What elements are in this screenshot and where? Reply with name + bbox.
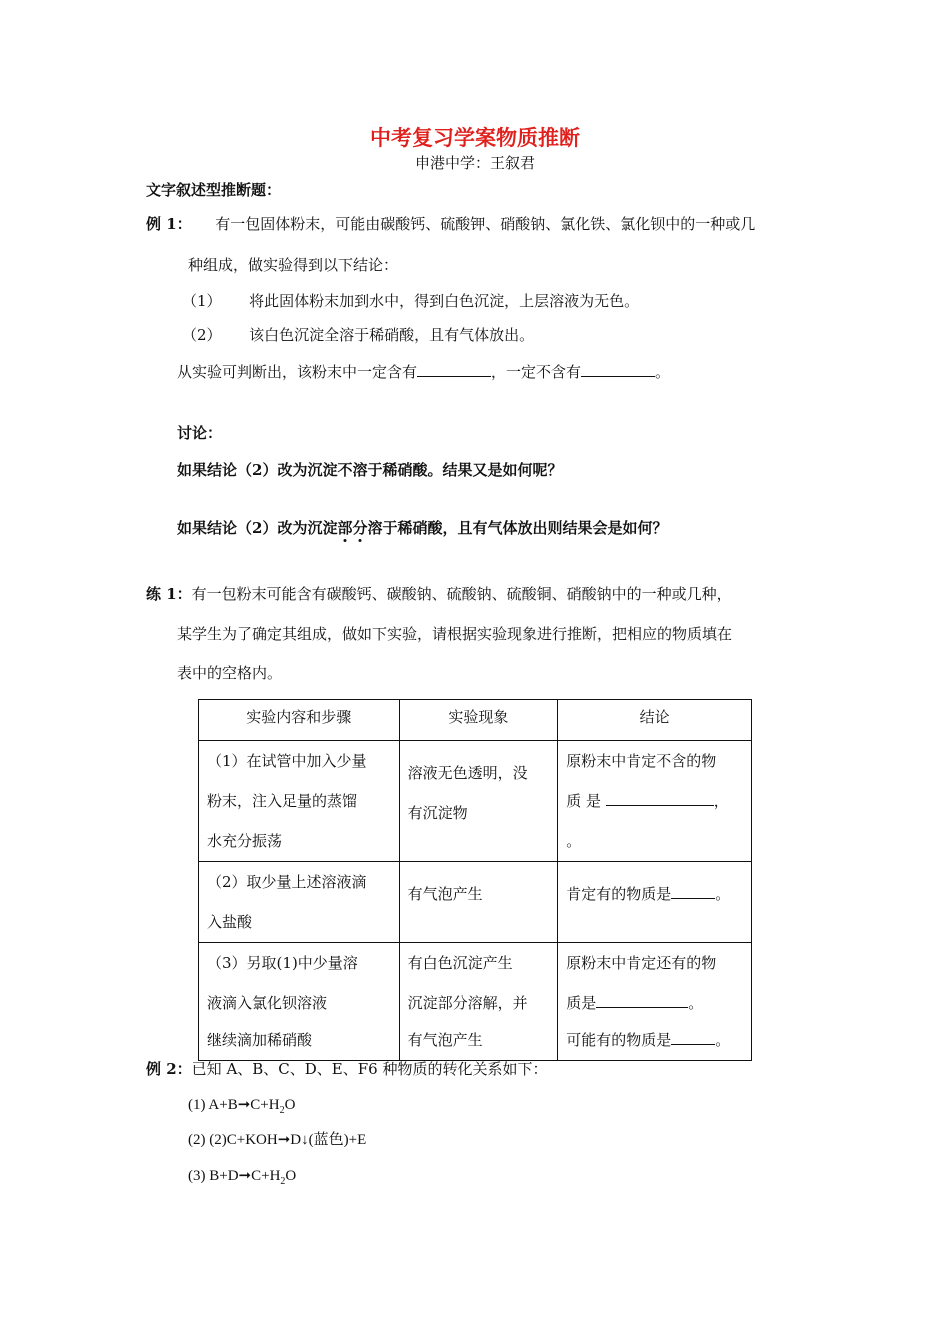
cell-text: 。 <box>715 885 731 903</box>
conclusion-text-a: 从实验可判断出，该粉末中一定含有 <box>177 363 418 381</box>
eq-text: O <box>285 1168 297 1184</box>
table-row <box>199 943 752 1061</box>
answer-blank-row1[interactable] <box>606 791 714 806</box>
cell-line: 液滴入氯化钡溶液 <box>207 994 328 1012</box>
practice1-text-line2: 某学生为了确定其组成，做如下实验，请根据实验现象进行推断，把相应的物质填在 <box>177 625 733 643</box>
answer-blank-not-contains[interactable] <box>581 362 655 377</box>
example2-text: 已知 A、B、C、D、E、F6 种物质的转化关系如下： <box>191 1060 548 1078</box>
example1-line1 <box>146 214 755 234</box>
conclusion-text-b: ，一定不含有 <box>491 363 582 381</box>
cell-line: （2）取少量上述溶液滴 <box>207 873 367 891</box>
step1-text: 将此固体粉末加到水中，得到白色沉淀，上层溶液为无色。 <box>249 292 640 310</box>
example2-intro <box>146 1059 547 1079</box>
equation-1 <box>188 1095 295 1121</box>
cell-line <box>566 1023 743 1057</box>
eq-text: (3) B+D <box>188 1168 239 1184</box>
table-row <box>199 862 752 943</box>
step2-number: （2） <box>182 326 222 344</box>
eq-subscript: 2 <box>279 1105 285 1116</box>
table-header-phenomenon: 实验现象 <box>399 700 558 741</box>
cell-text: ， <box>713 792 729 810</box>
example1-step1 <box>182 291 639 311</box>
answer-blank-row3b[interactable] <box>671 1030 715 1045</box>
answer-blank-row2[interactable] <box>671 884 715 899</box>
discussion-label: 讨论： <box>177 424 223 442</box>
step2-text: 该白色沉淀全溶于稀硝酸，且有气体放出。 <box>249 326 535 344</box>
q2-text-d: 溶于稀硝酸，且有气体放出则结果会是如何？ <box>367 519 668 537</box>
q2-emphasis-1: 部 <box>337 519 353 537</box>
cell-line: 沉淀部分溶解，并 <box>407 994 528 1012</box>
arrow-right-icon: ➞ <box>238 1168 252 1184</box>
example1-step2 <box>182 325 534 345</box>
cell-text: 质 是 <box>566 792 601 810</box>
cell-line: （1）在试管中加入少量 <box>207 752 367 770</box>
table-cell-phenomenon <box>399 862 558 943</box>
example2-label: 例 2： <box>146 1060 192 1078</box>
eq-text: C+H <box>250 1097 280 1113</box>
table-cell-conclusion <box>558 943 752 1061</box>
equation-3 <box>188 1166 296 1192</box>
cell-text: 。 <box>715 1031 731 1049</box>
cell-line <box>566 983 743 1023</box>
example1-conclusion <box>177 362 670 382</box>
discussion-question-1: 如果结论（2）改为沉淀不溶于稀硝酸。结果又是如何呢？ <box>177 461 563 479</box>
equation-2 <box>188 1130 366 1150</box>
table-header-steps: 实验内容和步骤 <box>199 700 400 741</box>
cell-line: 有气泡产生 <box>407 885 483 903</box>
cell-line: 有沉淀物 <box>407 804 468 822</box>
practice1-text-line1: 有一包粉末可能含有碳酸钙、碳酸钠、硫酸钠、硫酸铜、硝酸钠中的一种或几种， <box>191 585 732 603</box>
arrow-right-icon: ➞ <box>277 1132 291 1148</box>
cell-line: 原粉末中肯定不含的物 <box>566 752 717 770</box>
cell-line: 继续滴加稀硝酸 <box>207 1031 313 1049</box>
cell-text: 。 <box>688 994 704 1012</box>
cell-line: 。 <box>566 832 582 850</box>
eq-text: O <box>284 1097 296 1113</box>
eq-text: (蓝色)+E <box>308 1132 367 1148</box>
conclusion-text-c: 。 <box>655 363 671 381</box>
eq-text: (1) A+B <box>188 1097 238 1113</box>
cell-text: 质是 <box>566 994 597 1012</box>
eq-text: D <box>290 1132 302 1148</box>
cell-line: 水充分振荡 <box>207 832 283 850</box>
example1-text-line2: 种组成，做实验得到以下结论： <box>188 256 399 274</box>
discussion-question-2 <box>177 518 668 538</box>
practice1-text-line3: 表中的空格内。 <box>177 664 283 682</box>
table-cell-phenomenon <box>399 741 558 862</box>
cell-line: 有气泡产生 <box>407 1031 483 1049</box>
table-cell-phenomenon <box>399 943 558 1061</box>
table-header-row <box>199 700 752 741</box>
arrow-right-icon: ➞ <box>237 1097 251 1113</box>
experiment-table <box>198 699 752 1061</box>
practice1-label: 练 1： <box>146 585 192 603</box>
answer-blank-contains[interactable] <box>417 362 491 377</box>
table-cell-step <box>199 741 400 862</box>
table-cell-conclusion <box>558 741 752 862</box>
cell-line: 粉末，注入足量的蒸馏 <box>207 792 358 810</box>
page-title: 中考复习学案物质推断 <box>370 125 580 150</box>
table-cell-conclusion <box>558 862 752 943</box>
practice1-line1 <box>146 584 732 604</box>
cell-line: （3）另取(1)中少量溶 <box>207 954 358 972</box>
cell-text: 肯定有的物质是 <box>566 885 672 903</box>
step1-number: （1） <box>182 292 222 310</box>
cell-line: 入盐酸 <box>207 913 253 931</box>
table-cell-step <box>199 943 400 1061</box>
table-row <box>199 741 752 862</box>
example1-text-line1: 有一包固体粉末，可能由碳酸钙、硫酸钾、硝酸钠、氯化铁、氯化钡中的一种或几 <box>215 215 756 233</box>
q2-emphasis-2: 分 <box>352 519 368 537</box>
cell-line <box>566 781 743 821</box>
eq-text: C+H <box>251 1168 281 1184</box>
q2-text-a: 如果结论（2）改为沉淀 <box>177 519 338 537</box>
section-heading: 文字叙述型推断题： <box>146 181 282 199</box>
table-header-conclusion: 结论 <box>558 700 752 741</box>
cell-line: 有白色沉淀产生 <box>407 954 513 972</box>
eq-subscript: 2 <box>280 1176 286 1187</box>
cell-line: 原粉末中肯定还有的物 <box>566 954 717 972</box>
eq-text: (2) (2)C+KOH <box>188 1132 278 1148</box>
cell-line <box>566 874 743 914</box>
cell-line: 溶液无色透明，没 <box>407 764 528 782</box>
arrow-down-icon: ↓ <box>301 1132 309 1148</box>
author-line: 申港中学：王叙君 <box>414 154 535 172</box>
example1-label: 例 1： <box>146 215 192 233</box>
cell-text: 可能有的物质是 <box>566 1031 672 1049</box>
table-cell-step <box>199 862 400 943</box>
answer-blank-row3a[interactable] <box>596 993 688 1008</box>
